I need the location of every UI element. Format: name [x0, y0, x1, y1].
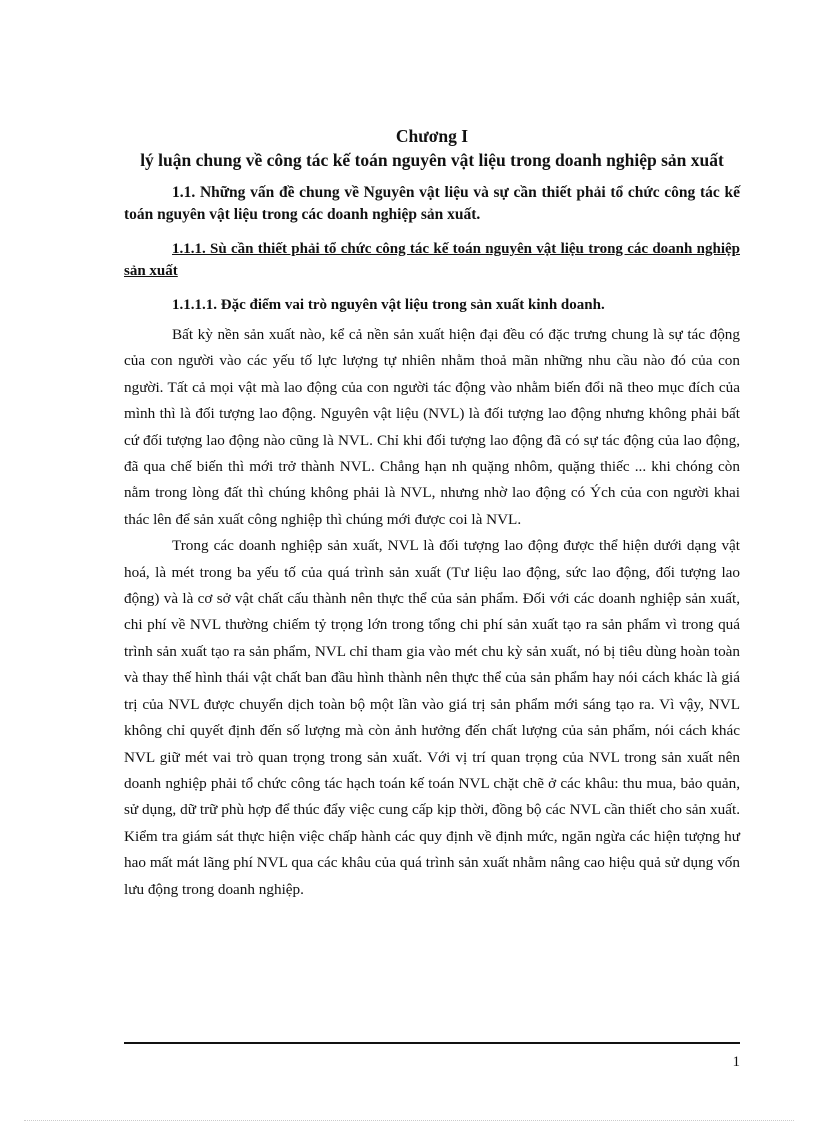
section-heading-1-1: 1.1. Những vấn đề chung về Nguyên vật liệu và sự cần thiết phải tổ chức công tác kế toán nguyên vật liệu trong các doanh nghiệp sản xuất.: [124, 184, 740, 223]
page-content: [124, 124, 740, 903]
chapter-title: lý luận chung về công tác kế toán nguyên vật liệu trong doanh nghiệp sản xuất: [140, 150, 724, 170]
page-bottom-border: [24, 1120, 794, 1121]
body-paragraph: Trong các doanh nghiệp sản xuất, NVL là đối tượng lao động được thể hiện dưới dạng vật hoá, là mét trong ba yếu tố của quá trình sản xuất (Tư liệu lao động, sức lao động, đối tượng lao động) và là cơ sở vật chất cấu thành nên thực thể của sản phẩm. Đối với các doanh nghiệp sản xuất, chi phí về NVL thường chiếm tỷ trọng lớn trong tổng chi phí sản xuất tạo ra sản phẩm vì trong quá trình sản xuất tạo ra sản phẩm, NVL chỉ tham gia vào mét chu kỳ sản xuất, nó bị tiêu dùng hoàn toàn và thay thế hình thái vật chất ban đầu hình thành nên thực thể của sản phẩm hay nói cách khác là giá trị của NVL được chuyển dịch toàn bộ một lần vào giá trị sản phẩm mới sáng tạo ra. Vì vậy, NVL không chỉ quyết định đến số lượng mà còn ảnh hưởng đến chất lượng của sản phẩm, nói cách khác NVL giữ mét vai trò quan trọng trong sản xuất. Với vị trí quan trọng của NVL trong sản xuất nên doanh nghiệp phải tổ chức công tác hạch toán kế toán NVL chặt chẽ ở các khâu: thu mua, bảo quản, sử dụng, dữ trữ phù hợp để thúc đẩy việc cung cấp kịp thời, đồng bộ các NVL cần thiết cho sản xuất. Kiểm tra giám sát thực hiện việc chấp hành các quy định về định mức, ngăn ngừa các hiện tượng hư hao mất mát lãng phí NVL qua các khâu của quá trình sản xuất nhằm nâng cao hiệu quả sử dụng vốn lưu động trong doanh nghiệp.: [124, 537, 740, 898]
chapter-label: Chương I: [395, 126, 469, 146]
page-number: 1: [732, 1054, 740, 1070]
section-heading-1-1-1-1: 1.1.1.1. Đặc điểm vai trò nguyên vật liệu trong sản xuất kinh doanh.: [172, 297, 605, 313]
body-paragraph: Bất kỳ nền sản xuất nào, kể cả nền sản xuất hiện đại đều có đặc trưng chung là sự tác động của con người vào các yếu tố lực lượng tự nhiên nhằm thoả mãn những nhu cầu nào đó của con người. Tất cả mọi vật mà lao động của con người tác động vào nhằm biến đổi nã theo mục đích của mình thì là đối tượng lao động. Nguyên vật liệu (NVL) là đối tượng lao động nhưng không phải bất cứ đối tượng lao động nào cũng là NVL. Chỉ khi đối tượng lao động đã có sự tác động của lao động, đã qua chế biến thì mới trở thành NVL. Chẳng hạn nh quặng nhôm, quặng thiếc ... khi chóng còn nằm trong lòng đất thì chúng không phải là NVL, nhưng nhờ lao động có Ých của con người khai thác lên để sản xuất công nghiệp thì chúng mới được coi là NVL.: [124, 326, 740, 528]
footer-divider: [124, 1042, 740, 1044]
section-heading-1-1-1: 1.1.1. Sù cần thiết phải tổ chức công tác kế toán nguyên vật liệu trong các doanh nghiệp sản xuất: [124, 241, 740, 279]
